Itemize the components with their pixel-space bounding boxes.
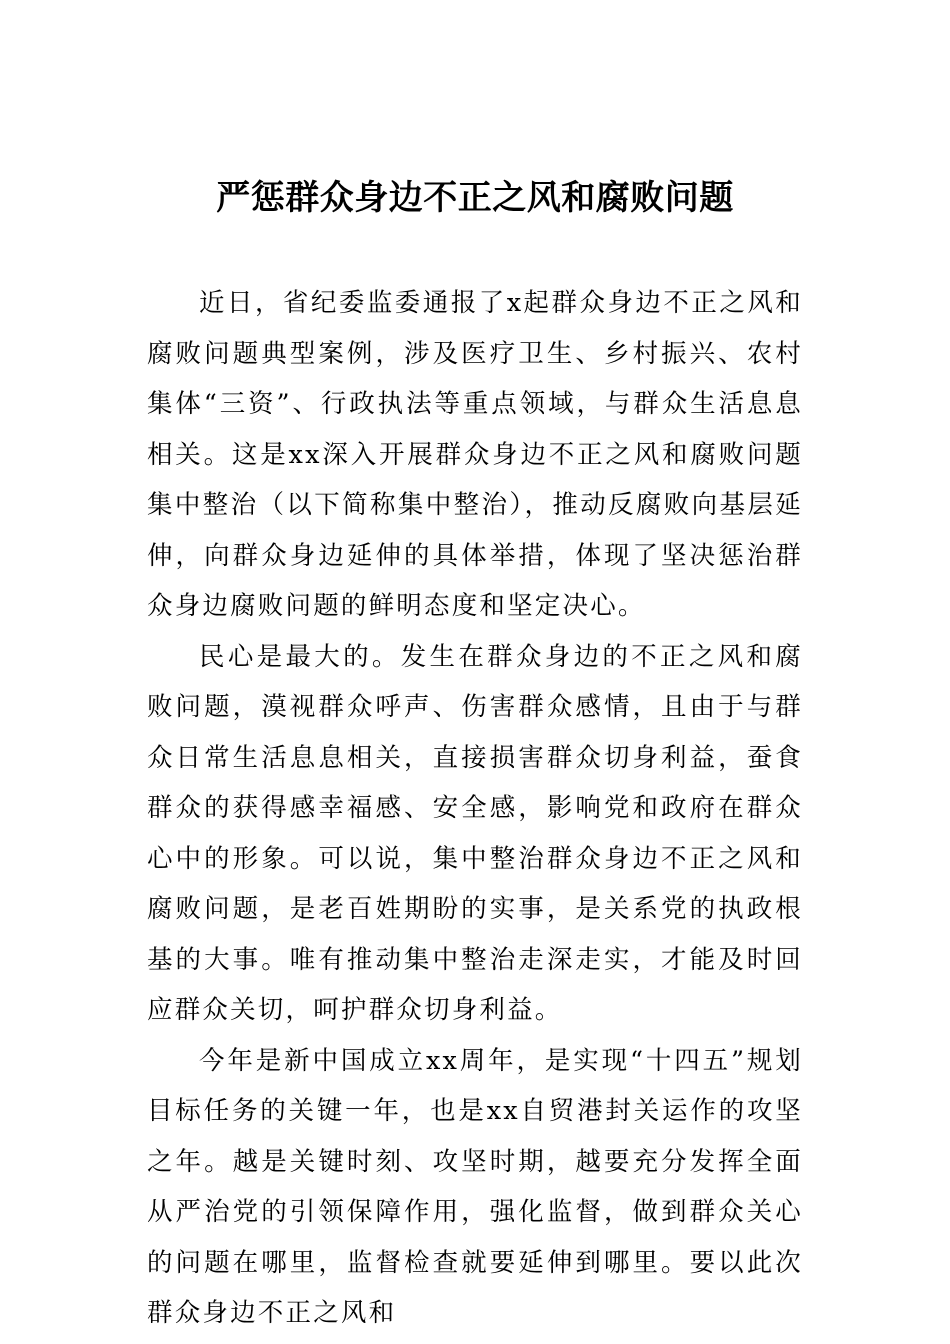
document-body [147,278,803,1339]
paragraph-3: 今年是新中国成立xx周年，是实现“十四五”规划目标任务的关键一年，也是xx自贸港封关运作的攻坚之年。越是关键时刻、攻坚时期，越要充分发挥全面从严治党的引领保障作用，强化监督，做到群众关心的问题在哪里，监督检查就要延伸到哪里。要以此次群众身边不正之风和 [147,1045,803,1328]
paragraph-2: 民心是最大的。发生在群众身边的不正之风和腐败问题，漠视群众呼声、伤害群众感情，且由于与群众日常生活息息相关，直接损害群众切身利益，蚕食群众的获得感幸福感、安全感，影响党和政府在群众心中的形象。可以说，集中整治群众身边不正之风和腐败问题，是老百姓期盼的实事，是关系党的执政根基的大事。唯有推动集中整治走深走实，才能及时回应群众关切，呵护群众切身利益。 [147,641,803,1025]
paragraph-1: 近日，省纪委监委通报了x起群众身边不正之风和腐败问题典型案例，涉及医疗卫生、乡村振兴、农村集体“三资”、行政执法等重点领域，与群众生活息息相关。这是xx深入开展群众身边不正之风和腐败问题集中整治（以下简称集中整治），推动反腐败向基层延伸，向群众身边延伸的具体举措，体现了坚决惩治群众身边腐败问题的鲜明态度和坚定决心。 [147,288,803,621]
document-title: 严惩群众身边不正之风和腐败问题 [216,178,734,218]
